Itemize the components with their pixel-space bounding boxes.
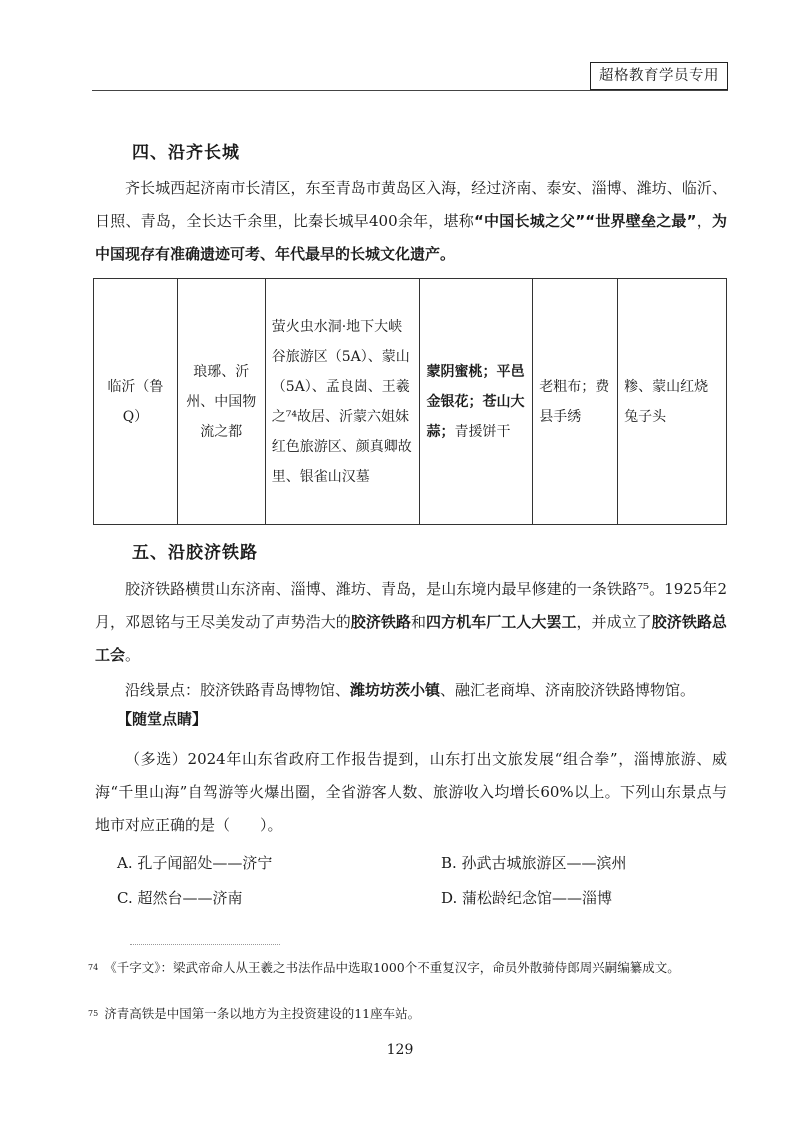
text-run: 青援饼干 [454,423,511,440]
footnote-74 [88,958,728,978]
footnote-75-number: 75 [88,1009,99,1018]
linyi-info-table [93,278,727,525]
qi-great-wall-paragraph [95,172,727,271]
exclusive-badge: 超格教育学员专用 [590,62,728,90]
bold-text-run: 四方机车厂工人大罢工 [426,613,577,631]
exercise-tag: 【随堂点睛】 [117,710,208,728]
option-c: C. 超然台——济南 [117,889,243,907]
page-number: 129 [386,1042,414,1058]
jiaoji-railway-paragraph [95,573,727,672]
food-cell: 糁、蒙山红烧兔子头 [618,279,727,525]
specialty-products-cell [420,279,533,525]
section-heading-qi-great-wall: 四、沿齐长城 [132,143,240,163]
bold-text-run: 潍坊坊茨小镇 [350,681,441,699]
bold-text-run: “中国长城之父”“世界壁垒之最” [473,212,697,230]
footnote-75-text: 济青高铁是中国第一条以地方为主投资建设的11座车站。 [104,1006,421,1021]
text-run: 沿线景点：胶济铁路青岛博物馆、 [125,681,351,699]
option-d: D. 蒲松龄纪念馆——淄博 [441,889,613,907]
crafts-cell: 老粗布；费县手绣 [533,279,618,525]
text-run: 和 [410,613,427,631]
footnote-74-text: 《千字文》：梁武帝命人从王羲之书法作品中选取1000个不重复汉字，命员外散骑侍郎周兴嗣编纂成文。 [104,960,680,975]
option-a: A. 孔子闻韶处——济宁 [117,854,273,872]
text-run: 齐长城西起济南市长清区，东至青岛市黄岛区入海，经过济南、泰安、淄博、潍坊、临沂、日照、青岛，全长达千余里，比秦长城早400余年，堪称 [95,179,727,230]
footnote-separator [130,944,280,945]
bold-text-run: 胶济铁路 [350,613,411,631]
bold-text-run: 蒙阴蜜桃；平邑金银花；苍山大蒜； [426,363,525,440]
footnote-74-number: 74 [88,963,99,972]
nickname-cell: 琅琊、沂州、中国物流之都 [177,279,265,525]
text-run: 。 [125,646,141,664]
jiaoji-sights-paragraph [95,674,727,707]
option-b: B. 孙武古城旅游区——滨州 [441,854,627,872]
text-run: ， [696,212,712,230]
text-run: 胶济铁路横贯山东济南、淄博、潍坊、青岛，是山东境内最早修建的一条铁路⁷⁵。1925年2月，邓恩铭与王尽美发动了声势浩大的 [95,580,727,631]
bold-text-run: 胶济铁路总工会 [95,613,727,664]
header-rule [92,90,728,91]
bold-text-run: 为中国现存有准确遗迹可考、年代最早的长城文化遗产。 [95,212,727,263]
city-cell: 临沂（鲁Q） [94,279,178,525]
footnote-75 [88,1004,728,1024]
attractions-cell: 萤火虫水洞·地下大峡谷旅游区（5A）、蒙山（5A）、孟良崮、王羲之⁷⁴故居、沂蒙六姐妹红色旅游区、颜真卿故里、银雀山汉墓 [265,279,420,525]
exercise-question: （多选）2024年山东省政府工作报告提到，山东打出文旅发展“组合拳”，淄博旅游、威海“千里山海”自驾游等火爆出圈，全省游客人数、旅游收入均增长60%以上。下列山东景点与地市对应正确的是（ ）。 [95,750,727,834]
text-run: ，并成立了 [576,613,652,631]
section-heading-jiaoji-railway: 五、沿胶济铁路 [132,543,258,563]
text-run: 、融汇老商埠、济南胶济铁路博物馆。 [440,681,696,699]
